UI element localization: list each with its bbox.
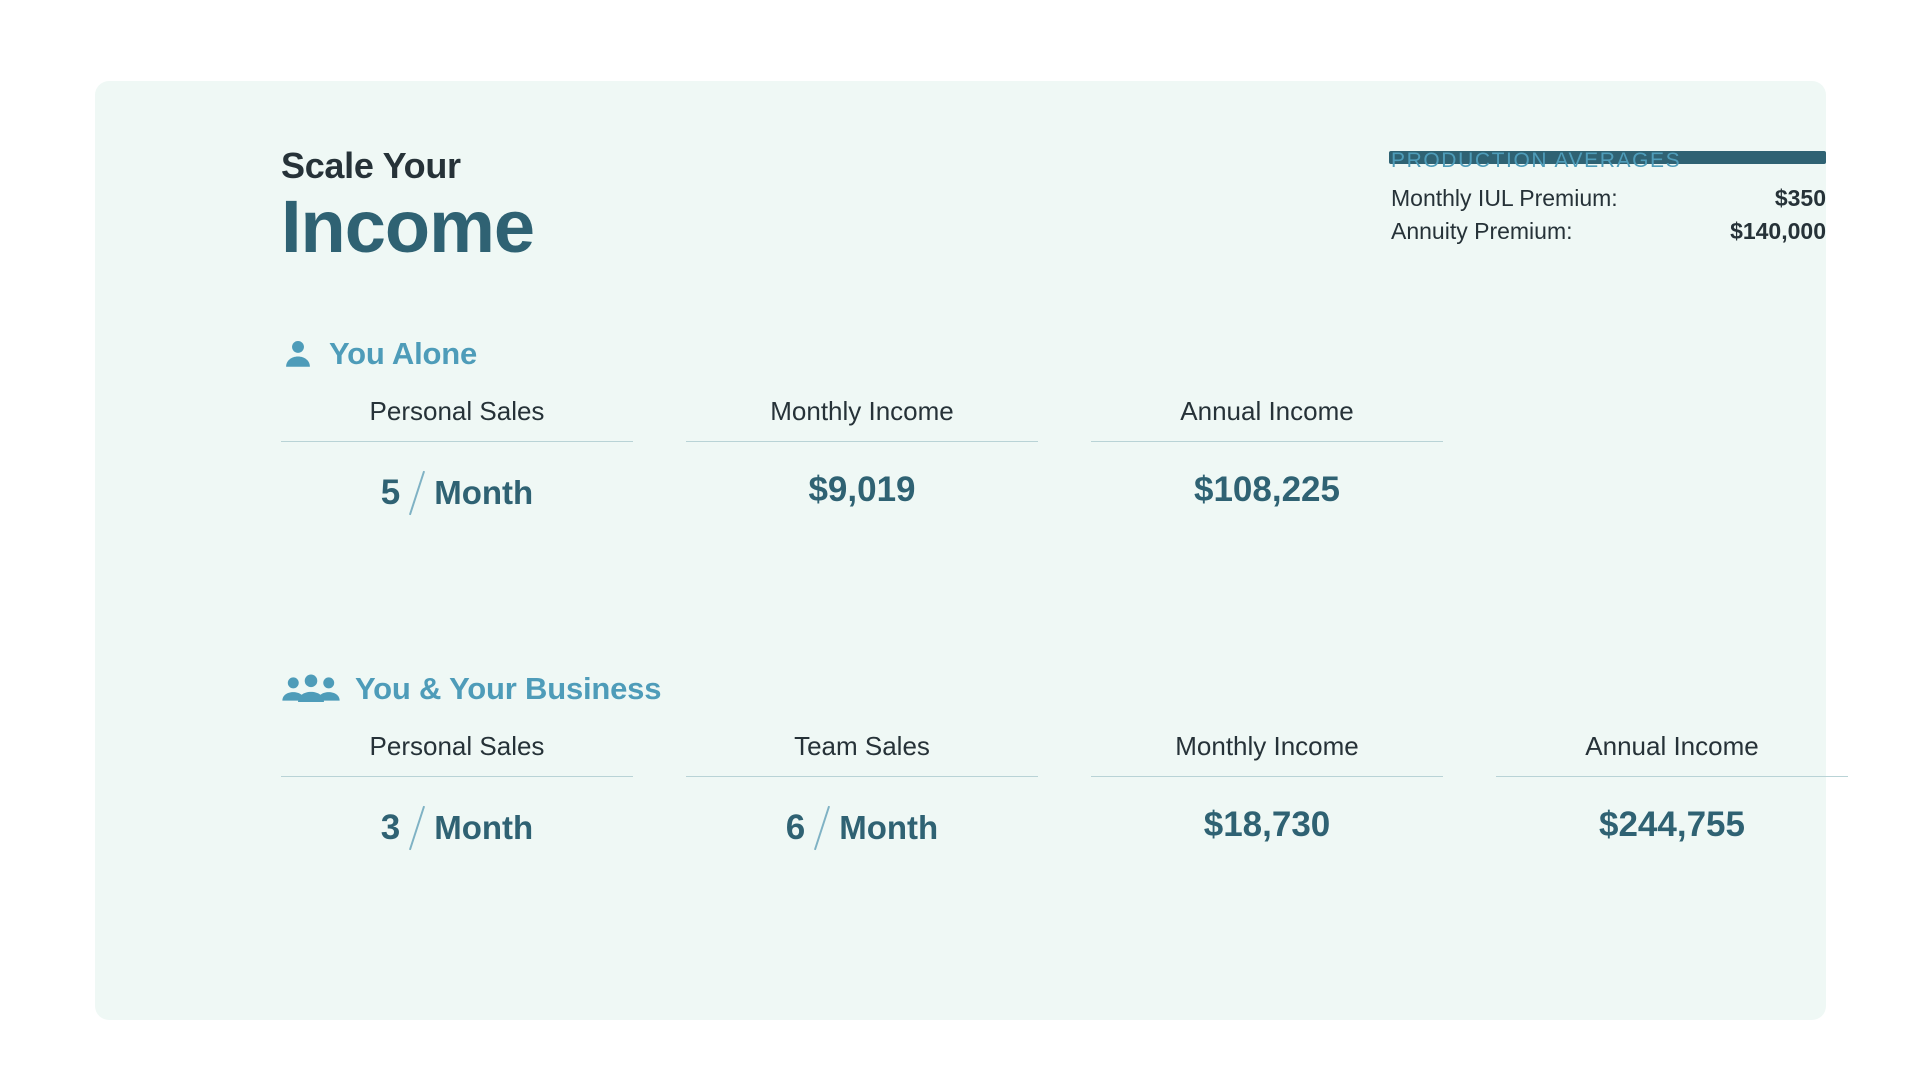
- metric-unit: Month: [839, 809, 939, 846]
- metric-column: [686, 731, 1038, 851]
- metric-column: [281, 396, 633, 516]
- section-header: [281, 336, 1443, 372]
- metric-number: 5: [380, 473, 401, 512]
- section-you-alone: [281, 336, 1443, 516]
- metric-label: Personal Sales: [281, 396, 633, 442]
- production-average-label: Monthly IUL Premium:: [1391, 185, 1618, 211]
- metric-label: Monthly Income: [1091, 731, 1443, 777]
- title-line-2: Income: [281, 184, 535, 268]
- metric-label: Personal Sales: [281, 731, 633, 777]
- metric-value: [281, 470, 633, 516]
- metric-label: Monthly Income: [686, 396, 1038, 442]
- metric-label: Annual Income: [1091, 396, 1443, 442]
- production-average-label: Annuity Premium:: [1391, 218, 1573, 244]
- per-divider-icon: [409, 806, 425, 850]
- metric-unit: Month: [434, 809, 534, 846]
- metric-value: [686, 805, 1038, 851]
- metric-column: [1091, 731, 1443, 851]
- people-group-icon: [281, 672, 341, 706]
- production-average-row: [1391, 218, 1826, 245]
- section-title: You & Your Business: [355, 671, 662, 706]
- production-averages-block: [1391, 149, 1826, 251]
- metrics-row: [281, 396, 1443, 516]
- metric-column: [1496, 731, 1848, 851]
- metric-unit: Month: [434, 474, 534, 511]
- metric-column: [1091, 396, 1443, 516]
- per-divider-icon: [814, 806, 830, 850]
- metric-value: $244,755: [1599, 805, 1745, 844]
- production-average-value: $140,000: [1730, 218, 1826, 244]
- page-title: [281, 145, 535, 268]
- production-average-row: [1391, 185, 1826, 212]
- metric-column: [686, 396, 1038, 516]
- metric-column: [281, 731, 633, 851]
- section-you-and-business: [281, 671, 1848, 851]
- person-icon: [281, 337, 315, 371]
- metric-value: $18,730: [1203, 805, 1331, 844]
- income-card: [95, 81, 1826, 1020]
- metric-label: Annual Income: [1496, 731, 1848, 777]
- metric-value: [281, 805, 633, 851]
- metric-number: 3: [380, 808, 401, 847]
- title-line-1: Scale Your: [281, 145, 461, 186]
- section-header: [281, 671, 1848, 707]
- per-divider-icon: [409, 471, 425, 515]
- metric-value: $9,019: [808, 470, 916, 509]
- metric-number: 6: [785, 808, 806, 847]
- metric-value: $108,225: [1194, 470, 1340, 509]
- metric-label: Team Sales: [686, 731, 1038, 777]
- section-title: You Alone: [329, 336, 478, 371]
- production-averages-title: PRODUCTION AVERAGES: [1391, 149, 1682, 172]
- production-average-value: $350: [1774, 185, 1826, 211]
- metrics-row: [281, 731, 1848, 851]
